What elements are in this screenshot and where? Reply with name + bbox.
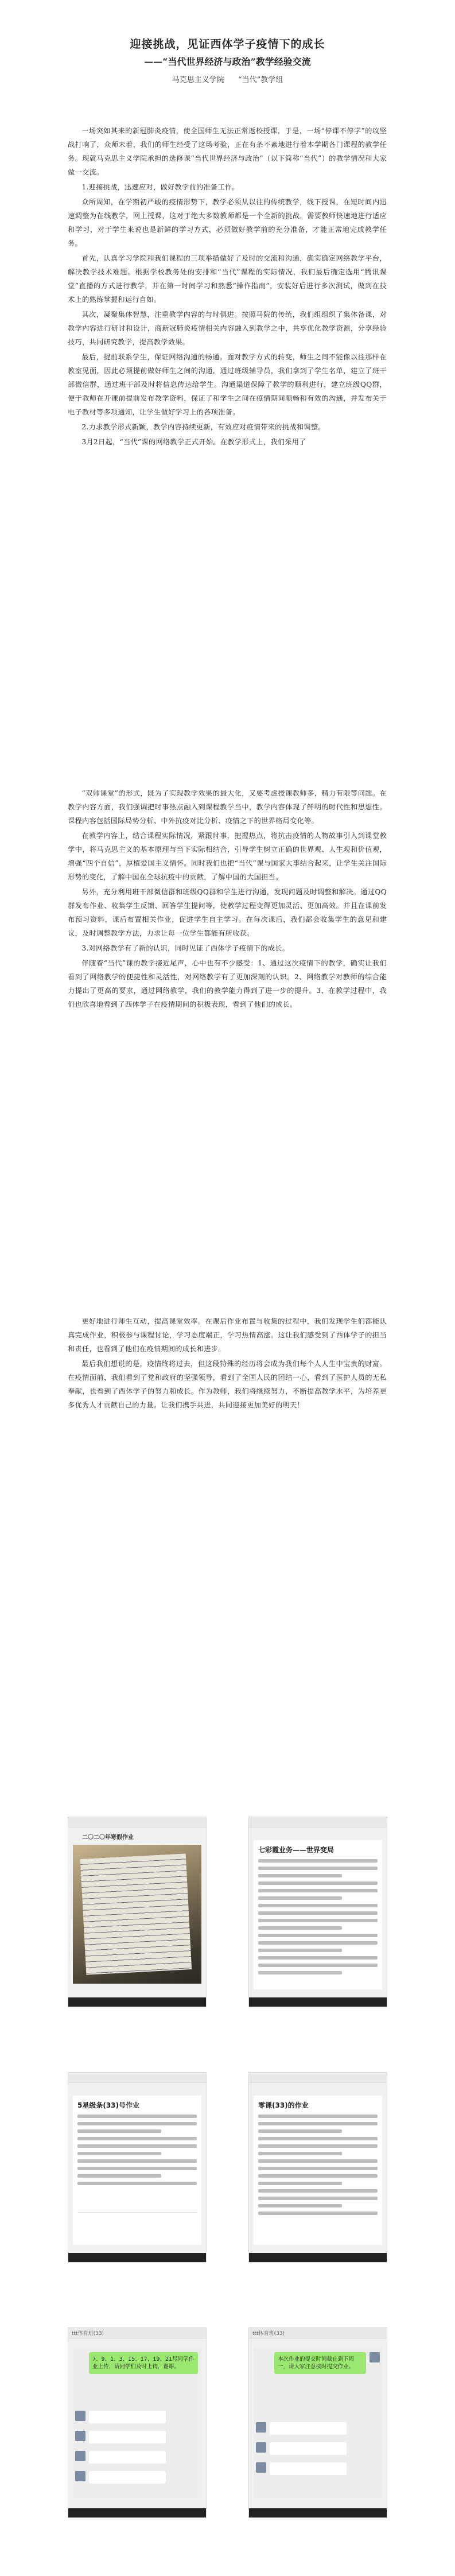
screenshot-assignment-1 [68,2072,207,2263]
article-section-1 [68,124,387,450]
screenshot-homework-photo [68,1817,207,2007]
authors [0,73,455,84]
doc-title: 5星级条(33)号作业 [77,2101,140,2109]
phone-status-bar [68,1817,206,1828]
chat-message [89,2431,166,2443]
chat-message [89,2451,166,2464]
photo-caption: 二〇二〇年寒假作业 [82,1834,134,1841]
chat-message [89,2411,166,2423]
paragraph: 最后我们想说的是，疫情终将过去，但这段特殊的经历将会成为我们每个人人生中宝贵的财富。在疫情面前，我们看到了党和政府的坚强领导，看到了全国人民的团结一心，看到了医护人员的无私奉献，也看到了西体学子的努力和成长。作为教师，我们将继续努力，不断提高教学水平，为培养更多优秀人才贡献自己的力量。让我们携手共进，共同迎接更加美好的明天！ [68,1360,387,1409]
paragraph: 其次，凝聚集体智慧，注重教学内容的与时俱进。按照马院的传统，我们组组织了集体备课，对教学内容进行研讨和设计，商新冠肺炎疫情相关内容融入到教学之中，共享优化教学资源，分享经验技巧，共同研究教学，提高教学效果。 [68,311,387,346]
article-section-2 [68,786,387,1012]
paragraph: 3.对网络教学有了新的认识，同时见证了西体学子疫情下的成长。 [81,944,290,952]
phone-nav-bar [68,2253,206,2262]
phone-nav-bar [68,2508,206,2517]
paragraph: 更好地进行师生互动，提高课堂效率。在课后作业布置与收集的过程中，我们发现学生们都能认真完成作业，积极参与课程讨论，学习态度端正，学习热情高涨。这让我们感受到了西体学子的担当和责任，也看到了他们在疫情期间的成长和进步。 [68,1317,387,1353]
assignment-page [254,2096,382,2245]
screenshot-assignment-2 [248,2072,387,2263]
homework-photo [73,1845,201,1984]
page-subtitle: ——“当代世界经济与政治”教学经验交流 [144,56,311,67]
chat-message [270,2422,347,2435]
avatar [75,2431,85,2441]
paragraph: “双师课堂”的形式，既为了实现教学效果的最大化，又要考虑授课教师多，精力有限等问题。在教学内容方面，我们强调把时事热点融入到课程教学当中，教学内容体现了鲜明的时代性和思想性。课程内容包括国际局势分析、中外抗疫对比分析、疫情之下的世界格局变化等。 [68,789,387,825]
avatar [256,2442,266,2453]
avatar [256,2462,266,2473]
paragraph: 3月2日起，“当代”课的网络教学正式开始。在教学形式上，我们采用了 [81,438,306,446]
chat-message [270,2462,347,2475]
paragraph: 众所周知，在学期初严峻的疫情形势下，教学必须从以往的传统教学，线下授课，在短时间内迅速调整为在线教学，网上授课，这对于绝大多数教师都是一个全新的挑战，需要教师快速地进行适应和学习，对于学生来说也是新鲜的学习方式，必须做好教学前的充分准备，才能正常地完成教学任务。 [68,198,387,247]
phone-status-bar [249,1817,387,1828]
paragraph: 最后，提前联系学生，保证网络沟通的畅通。面对教学方式的转变，师生之间不能像以往那样在教室见面，因此必须提前做好师生之间的沟通，通过班级辅导员，我们拿到了学生名单，建立了班干部微信群，通过班干部及时将信息传达给学生。沟通渠道保障了教学的顺利进行，建立班级QQ群，便于教师在开课前提前发布教学资料，保证了和学生之间在疫情期间顺畅和有效的沟通，并发布关于电子教材等多项通知，让学生做好学习上的各项准备。 [68,353,387,416]
paragraph: 另外，充分利用班干部微信群和班级QQ群和学生进行沟通，发现问题及时调整和解决。通过QQ群发布作业、收集学生反馈、回答学生提问等，使教学过程变得更加灵活、更加高效。并且在课前发布预习资料，课后布置相关作业，促进学生自主学习。在每次课后，我们都会收集学生的意见和建议，及时调整教学方法，力求让每一位学生都能有所收获。 [68,888,387,937]
page-header [0,36,455,84]
chat-title: ttt体育班(33) [249,2328,387,2338]
phone-nav-bar [68,1997,206,2007]
author-group: “当代”教学组 [238,76,283,84]
paragraph: 1.迎接挑战，迅速应对，做好教学前的准备工作。 [81,183,239,191]
avatar [75,2451,85,2461]
chat-title: ttt体育班(33) [68,2328,206,2338]
chat-area [73,2348,201,2498]
chat-bubble: 本次作业的提交时间截止到下周一，请大家注意按时提交作业。 [274,2352,366,2374]
paragraph: 在教学内容上，结合课程实际情况，紧跟时事，把握热点，将抗击疫情的人物故事引入到课堂教学中，将马克思主义的基本原理与当下实际相结合，引导学生树立正确的世界观、人生观和价值观，增强“四个自信”，厚植爱国主义情怀。同时我们也把“当代”课与国家大事结合起来，让学生关注国际形势的变化，了解中国在全球抗疫中的贡献，了解中国的大国担当。 [68,832,387,881]
chat-message [89,2471,166,2484]
screenshot-chat-2 [248,2327,387,2518]
doc-title: 七彩霞业务——世界变局 [258,1846,335,1854]
assignment-page [73,2096,201,2245]
article-section-3 [68,1314,387,1413]
avatar [75,2471,85,2481]
phone-status-bar [68,2073,206,2083]
page-title: 迎接挑战，见证西体学子疫情下的成长 [130,38,325,51]
chat-message [270,2442,347,2455]
doc-title: 零课(33)的作业 [258,2101,309,2109]
phone-nav-bar [249,2508,387,2517]
avatar [75,2411,85,2421]
phone-nav-bar [249,1997,387,2007]
chat-area [254,2348,382,2498]
phone-nav-bar [249,2253,387,2262]
phone-status-bar [249,2073,387,2083]
paragraph: 首先，认真学习学院和我们课程的三项举措做好了及时的交流和沟通，确实确定网络教学平台，解决教学技术难题。根据学校教务处的安排和“当代”课程的实际情况，我们最后确定选用“腾讯课堂”直播的方式进行教学，并在第一时间学习和熟悉“操作指南”，安装好后进行多次测试，做到在技术上的熟练掌握和运行自如。 [68,254,387,304]
paragraph: 伴随着“当代”课的教学接近尾声，心中也有不少感受：1、通过这次疫情下的教学，确实让我们看到了网络教学的便捷性和灵活性，对网络教学有了更加深刻的认识。2、网络教学对教师的综合能力提出了更高的要求，通过网络教学，我们的教学能力得到了进一步的提升。3、在教学过程中，我们也欣喜地看到了西体学子在疫情期间的积极表现，看到了他们的成长。 [68,959,387,1008]
author-school: 马克思主义学院 [172,76,224,84]
avatar [370,2352,380,2362]
avatar [256,2422,266,2433]
paragraph: 一场突如其来的新冠肺炎疫情，使全国师生无法正常返校授课，于是，一场“停课不停学”的攻坚战打响了，众师未着，我们的师生经受了这场考验，正在有条不紊地进行着本学期各门课程的教学任务。现就马克思主义学院承担的选修课“当代世界经济与政治”（以下简称“当代”）的教学情况和大家做一交流。 [68,127,387,176]
screenshot-chat-1 [68,2327,207,2518]
paragraph: 2.力求教学形式新颖，教学内容持续更新，有效应对疫情带来的挑战和调整。 [81,423,325,431]
homework-document [254,1840,382,1989]
screenshot-homework-doc [248,1817,387,2007]
chat-bubble: 7、9、1、3、15、17、19、21号同学作业上传，请同学们及时上传，谢谢。 [89,2352,198,2374]
